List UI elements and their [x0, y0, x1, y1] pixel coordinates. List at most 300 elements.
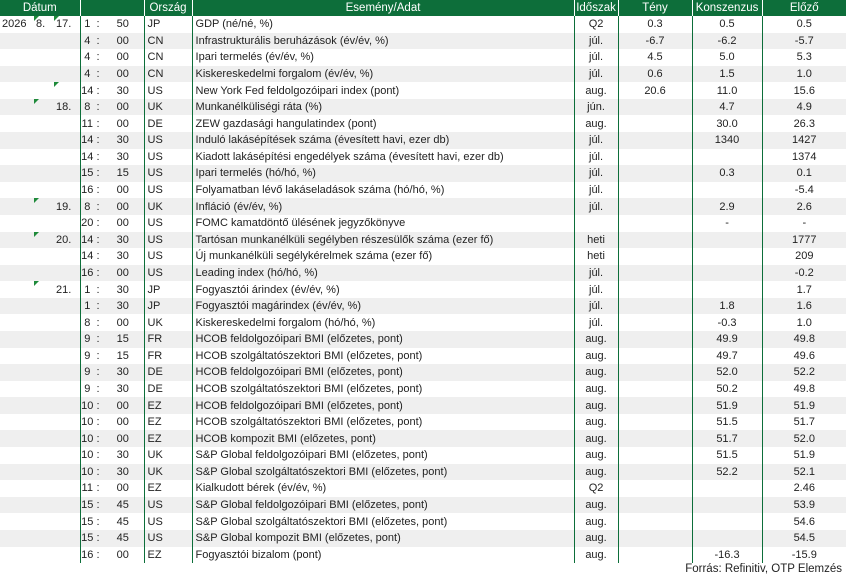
cell-event: Infrastrukturális beruházások (év/év, %) [192, 33, 574, 50]
cell-time-separator: : [94, 232, 102, 249]
cell-time-separator: : [94, 397, 102, 414]
cell-time-separator: : [94, 165, 102, 182]
cell-country: CN [144, 66, 192, 83]
cell-text: 8. [36, 18, 46, 31]
cell-period: júl. [574, 165, 618, 182]
cell-previous: 49.6 [762, 348, 846, 365]
cell-day [54, 348, 80, 365]
cell-country: EZ [144, 480, 192, 497]
cell-previous: 2.46 [762, 480, 846, 497]
cell-time-separator: : [94, 49, 102, 66]
cell-minute: 50 [102, 16, 144, 33]
cell-month [34, 215, 54, 232]
comment-marker-icon [34, 198, 39, 203]
cell-consensus: 0.3 [692, 165, 762, 182]
cell-period: júl. [574, 182, 618, 199]
cell-year [0, 480, 34, 497]
cell-previous: 53.9 [762, 497, 846, 514]
cell-previous: 1.6 [762, 298, 846, 315]
cell-country: JP [144, 16, 192, 33]
cell-consensus [692, 182, 762, 199]
cell-hour: 10 [80, 414, 94, 431]
cell-month [34, 265, 54, 282]
cell-event: Fogyasztói bizalom (pont) [192, 547, 574, 564]
cell-year [0, 265, 34, 282]
cell-year [0, 547, 34, 564]
cell-month [34, 513, 54, 530]
cell-period: aug. [574, 447, 618, 464]
cell-consensus: 4.7 [692, 99, 762, 116]
cell-hour: 20 [80, 215, 94, 232]
cell-hour: 14 [80, 232, 94, 249]
cell-actual [618, 397, 692, 414]
cell-hour: 1 [80, 281, 94, 298]
cell-hour: 14 [80, 132, 94, 149]
cell-period: aug. [574, 547, 618, 564]
cell-consensus: 11.0 [692, 82, 762, 99]
cell-minute: 30 [102, 447, 144, 464]
cell-previous: 26.3 [762, 115, 846, 132]
cell-actual [618, 497, 692, 514]
cell-actual [618, 464, 692, 481]
table-row [0, 33, 846, 50]
cell-country: US [144, 149, 192, 166]
cell-country: UK [144, 314, 192, 331]
cell-event: GDP (né/né, %) [192, 16, 574, 33]
cell-month [34, 364, 54, 381]
header-consensus: Konszenzus [692, 0, 762, 16]
cell-minute: 30 [102, 298, 144, 315]
cell-hour: 8 [80, 99, 94, 116]
cell-time-separator: : [94, 298, 102, 315]
cell-minute: 45 [102, 513, 144, 530]
cell-time-separator: : [94, 215, 102, 232]
cell-previous: 2.6 [762, 198, 846, 215]
cell-event: Kiadott lakásépítési engedélyek száma (évesített havi, ezer db) [192, 149, 574, 166]
cell-consensus: 1.5 [692, 66, 762, 83]
cell-country: UK [144, 447, 192, 464]
cell-period: aug. [574, 82, 618, 99]
cell-month [34, 165, 54, 182]
cell-period: júl. [574, 66, 618, 83]
cell-actual [618, 381, 692, 398]
cell-year [0, 513, 34, 530]
cell-month [34, 414, 54, 431]
cell-month [34, 182, 54, 199]
table-row [0, 115, 846, 132]
cell-time-separator: : [94, 464, 102, 481]
cell-country: DE [144, 115, 192, 132]
cell-year [0, 82, 34, 99]
cell-hour: 15 [80, 497, 94, 514]
comment-marker-icon [34, 281, 39, 286]
cell-actual [618, 198, 692, 215]
cell-event: HCOB kompozit BMI (előzetes, pont) [192, 430, 574, 447]
table-row [0, 381, 846, 398]
cell-country: US [144, 82, 192, 99]
cell-year [0, 530, 34, 547]
cell-previous: 51.9 [762, 447, 846, 464]
cell-year [0, 364, 34, 381]
cell-hour: 15 [80, 530, 94, 547]
cell-month [34, 480, 54, 497]
cell-period: Q2 [574, 480, 618, 497]
cell-actual [618, 165, 692, 182]
cell-minute: 45 [102, 530, 144, 547]
cell-event: HCOB szolgáltatószektori BMI (előzetes, pont) [192, 414, 574, 431]
cell-consensus: 1340 [692, 132, 762, 149]
table-row [0, 430, 846, 447]
cell-month [34, 547, 54, 564]
cell-country: US [144, 530, 192, 547]
cell-period: júl. [574, 198, 618, 215]
cell-country: DE [144, 364, 192, 381]
cell-period: júl. [574, 281, 618, 298]
table-row [0, 348, 846, 365]
cell-year [0, 414, 34, 431]
cell-previous: 1.0 [762, 314, 846, 331]
cell-month [34, 82, 54, 99]
cell-event: S&P Global kompozit BMI (előzetes, pont) [192, 530, 574, 547]
table-row [0, 165, 846, 182]
cell-previous: 15.6 [762, 82, 846, 99]
cell-minute: 00 [102, 198, 144, 215]
cell-hour: 11 [80, 115, 94, 132]
cell-minute: 00 [102, 182, 144, 199]
cell-month [34, 298, 54, 315]
cell-hour: 8 [80, 198, 94, 215]
cell-day [54, 430, 80, 447]
cell-minute: 00 [102, 115, 144, 132]
cell-time-separator: : [94, 447, 102, 464]
cell-time-separator: : [94, 99, 102, 116]
cell-time-separator: : [94, 530, 102, 547]
cell-previous: 1427 [762, 132, 846, 149]
cell-actual [618, 115, 692, 132]
cell-previous: 52.0 [762, 430, 846, 447]
cell-event: Leading index (hó/hó, %) [192, 265, 574, 282]
cell-country: US [144, 248, 192, 265]
cell-month [34, 314, 54, 331]
cell-hour: 15 [80, 165, 94, 182]
cell-month [34, 348, 54, 365]
cell-year [0, 281, 34, 298]
cell-country: FR [144, 331, 192, 348]
cell-event: Folyamatban lévő lakáseladások száma (hó/hó, %) [192, 182, 574, 199]
cell-consensus: 50.2 [692, 381, 762, 398]
cell-country: CN [144, 49, 192, 66]
cell-previous: 4.9 [762, 99, 846, 116]
cell-period: aug. [574, 430, 618, 447]
cell-event: Új munkanélküli segélykérelmek száma (ezer fő) [192, 248, 574, 265]
cell-actual [618, 132, 692, 149]
table-row [0, 447, 846, 464]
table-row [0, 248, 846, 265]
cell-hour: 14 [80, 82, 94, 99]
cell-day [54, 397, 80, 414]
cell-actual [618, 414, 692, 431]
cell-consensus: 51.9 [692, 397, 762, 414]
cell-actual [618, 248, 692, 265]
cell-minute: 30 [102, 364, 144, 381]
cell-previous: -0.2 [762, 265, 846, 282]
cell-day [54, 16, 80, 33]
cell-minute: 00 [102, 430, 144, 447]
cell-month [34, 381, 54, 398]
cell-year [0, 497, 34, 514]
cell-consensus [692, 281, 762, 298]
cell-time-separator: : [94, 513, 102, 530]
cell-previous: 51.9 [762, 397, 846, 414]
cell-country: US [144, 232, 192, 249]
cell-minute: 00 [102, 314, 144, 331]
cell-day [54, 248, 80, 265]
cell-event: S&P Global szolgáltatószektori BMI (előzetes, pont) [192, 464, 574, 481]
cell-day [54, 298, 80, 315]
cell-month [34, 99, 54, 116]
cell-hour: 1 [80, 298, 94, 315]
cell-month [34, 430, 54, 447]
cell-hour: 9 [80, 331, 94, 348]
cell-country: US [144, 132, 192, 149]
cell-period: aug. [574, 381, 618, 398]
cell-year [0, 298, 34, 315]
cell-consensus: 49.7 [692, 348, 762, 365]
cell-time-separator: : [94, 115, 102, 132]
cell-time-separator: : [94, 82, 102, 99]
cell-actual: 0.6 [618, 66, 692, 83]
cell-actual [618, 265, 692, 282]
cell-event: S&P Global feldolgozóipari BMI (előzetes, pont) [192, 447, 574, 464]
cell-year [0, 33, 34, 50]
header-period: Időszak [574, 0, 618, 16]
cell-hour: 11 [80, 480, 94, 497]
cell-year [0, 49, 34, 66]
cell-consensus [692, 232, 762, 249]
cell-day [54, 547, 80, 564]
cell-previous: 209 [762, 248, 846, 265]
table-row [0, 215, 846, 232]
cell-month [34, 232, 54, 249]
cell-period: júl. [574, 49, 618, 66]
cell-day [54, 115, 80, 132]
cell-consensus: 51.7 [692, 430, 762, 447]
cell-minute: 30 [102, 281, 144, 298]
cell-month [34, 16, 54, 33]
cell-year [0, 149, 34, 166]
cell-previous: 54.6 [762, 513, 846, 530]
header-time [80, 0, 144, 16]
cell-period: Q2 [574, 16, 618, 33]
cell-consensus: 51.5 [692, 447, 762, 464]
cell-year [0, 314, 34, 331]
cell-year [0, 165, 34, 182]
cell-country: US [144, 265, 192, 282]
cell-day [54, 149, 80, 166]
cell-hour: 10 [80, 430, 94, 447]
cell-previous: - [762, 215, 846, 232]
table-row [0, 49, 846, 66]
cell-previous: 1.7 [762, 281, 846, 298]
cell-country: JP [144, 298, 192, 315]
cell-month [34, 66, 54, 83]
cell-day [54, 165, 80, 182]
cell-country: FR [144, 348, 192, 365]
cell-previous: 49.8 [762, 331, 846, 348]
cell-month [34, 464, 54, 481]
cell-hour: 16 [80, 265, 94, 282]
cell-minute: 00 [102, 33, 144, 50]
table-row [0, 331, 846, 348]
cell-actual [618, 364, 692, 381]
cell-event: HCOB feldolgozóipari BMI (előzetes, pont) [192, 331, 574, 348]
table-row [0, 232, 846, 249]
cell-consensus: 1.8 [692, 298, 762, 315]
header-row [0, 0, 846, 16]
cell-hour: 9 [80, 381, 94, 398]
cell-period: júl. [574, 314, 618, 331]
cell-time-separator: : [94, 331, 102, 348]
table-row [0, 99, 846, 116]
cell-previous: 5.3 [762, 49, 846, 66]
cell-month [34, 281, 54, 298]
table-row [0, 281, 846, 298]
cell-year [0, 115, 34, 132]
cell-time-separator: : [94, 414, 102, 431]
cell-actual [618, 513, 692, 530]
cell-actual [618, 99, 692, 116]
cell-hour: 9 [80, 348, 94, 365]
table-row [0, 397, 846, 414]
cell-hour: 1 [80, 16, 94, 33]
cell-consensus [692, 149, 762, 166]
cell-year [0, 447, 34, 464]
cell-month [34, 248, 54, 265]
cell-minute: 30 [102, 82, 144, 99]
cell-actual [618, 430, 692, 447]
cell-day [54, 364, 80, 381]
cell-event: New York Fed feldolgozóipari index (pont) [192, 82, 574, 99]
cell-actual: 20.6 [618, 82, 692, 99]
cell-month [34, 115, 54, 132]
cell-time-separator: : [94, 182, 102, 199]
cell-actual [618, 182, 692, 199]
cell-text: 17. [56, 18, 72, 31]
cell-hour: 10 [80, 447, 94, 464]
cell-period: aug. [574, 513, 618, 530]
cell-event: HCOB feldolgozóipari BMI (előzetes, pont) [192, 397, 574, 414]
cell-day [54, 215, 80, 232]
cell-minute: 15 [102, 348, 144, 365]
cell-time-separator: : [94, 364, 102, 381]
cell-previous: 54.5 [762, 530, 846, 547]
cell-minute: 30 [102, 464, 144, 481]
cell-previous: 49.8 [762, 381, 846, 398]
cell-consensus: -16.3 [692, 547, 762, 564]
cell-actual [618, 530, 692, 547]
cell-country: US [144, 215, 192, 232]
table-row [0, 364, 846, 381]
cell-period: aug. [574, 414, 618, 431]
cell-consensus: 51.5 [692, 414, 762, 431]
cell-consensus: 52.2 [692, 464, 762, 481]
cell-hour: 9 [80, 364, 94, 381]
cell-event: Munkanélküliségi ráta (%) [192, 99, 574, 116]
cell-hour: 16 [80, 547, 94, 564]
cell-minute: 00 [102, 265, 144, 282]
cell-time-separator: : [94, 381, 102, 398]
cell-period: aug. [574, 530, 618, 547]
cell-country: UK [144, 198, 192, 215]
cell-actual [618, 331, 692, 348]
cell-time-separator: : [94, 265, 102, 282]
cell-event: Ipari termelés (év/év, %) [192, 49, 574, 66]
cell-day [54, 66, 80, 83]
cell-event: S&P Global feldolgozóipari BMI (előzetes, pont) [192, 497, 574, 514]
cell-event: Kiskereskedelmi forgalom (hó/hó, %) [192, 314, 574, 331]
cell-year [0, 348, 34, 365]
cell-hour: 4 [80, 66, 94, 83]
calendar-body [0, 16, 846, 563]
cell-minute: 00 [102, 49, 144, 66]
cell-previous: 0.1 [762, 165, 846, 182]
cell-event: S&P Global szolgáltatószektori BMI (előzetes, pont) [192, 513, 574, 530]
table-row [0, 265, 846, 282]
cell-day [54, 132, 80, 149]
cell-period: heti [574, 232, 618, 249]
cell-period: aug. [574, 331, 618, 348]
cell-time-separator: : [94, 314, 102, 331]
table-row [0, 82, 846, 99]
cell-consensus: 0.5 [692, 16, 762, 33]
cell-event: Kialkudott bérek (év/év, %) [192, 480, 574, 497]
cell-year [0, 430, 34, 447]
cell-day: 19. [54, 198, 80, 215]
cell-time-separator: : [94, 430, 102, 447]
comment-marker-icon [34, 99, 39, 104]
cell-consensus: -6.2 [692, 33, 762, 50]
table-row [0, 149, 846, 166]
cell-day [54, 414, 80, 431]
cell-time-separator: : [94, 16, 102, 33]
cell-minute: 30 [102, 248, 144, 265]
cell-minute: 00 [102, 414, 144, 431]
cell-actual: 4.5 [618, 49, 692, 66]
table-row [0, 480, 846, 497]
cell-month [34, 198, 54, 215]
cell-day [54, 530, 80, 547]
header-previous: Előző [762, 0, 846, 16]
cell-period: aug. [574, 464, 618, 481]
cell-minute: 00 [102, 547, 144, 564]
cell-actual [618, 298, 692, 315]
cell-period: aug. [574, 348, 618, 365]
cell-consensus [692, 480, 762, 497]
table-row [0, 198, 846, 215]
table-row [0, 414, 846, 431]
cell-consensus [692, 530, 762, 547]
cell-previous: -5.7 [762, 33, 846, 50]
cell-hour: 14 [80, 149, 94, 166]
header-event: Esemény/Adat [192, 0, 574, 16]
cell-actual [618, 232, 692, 249]
cell-consensus [692, 497, 762, 514]
header-actual: Tény [618, 0, 692, 16]
cell-day [54, 265, 80, 282]
cell-event: HCOB szolgáltatószektori BMI (előzetes, pont) [192, 381, 574, 398]
header-date: Dátum [0, 0, 80, 16]
cell-actual [618, 348, 692, 365]
